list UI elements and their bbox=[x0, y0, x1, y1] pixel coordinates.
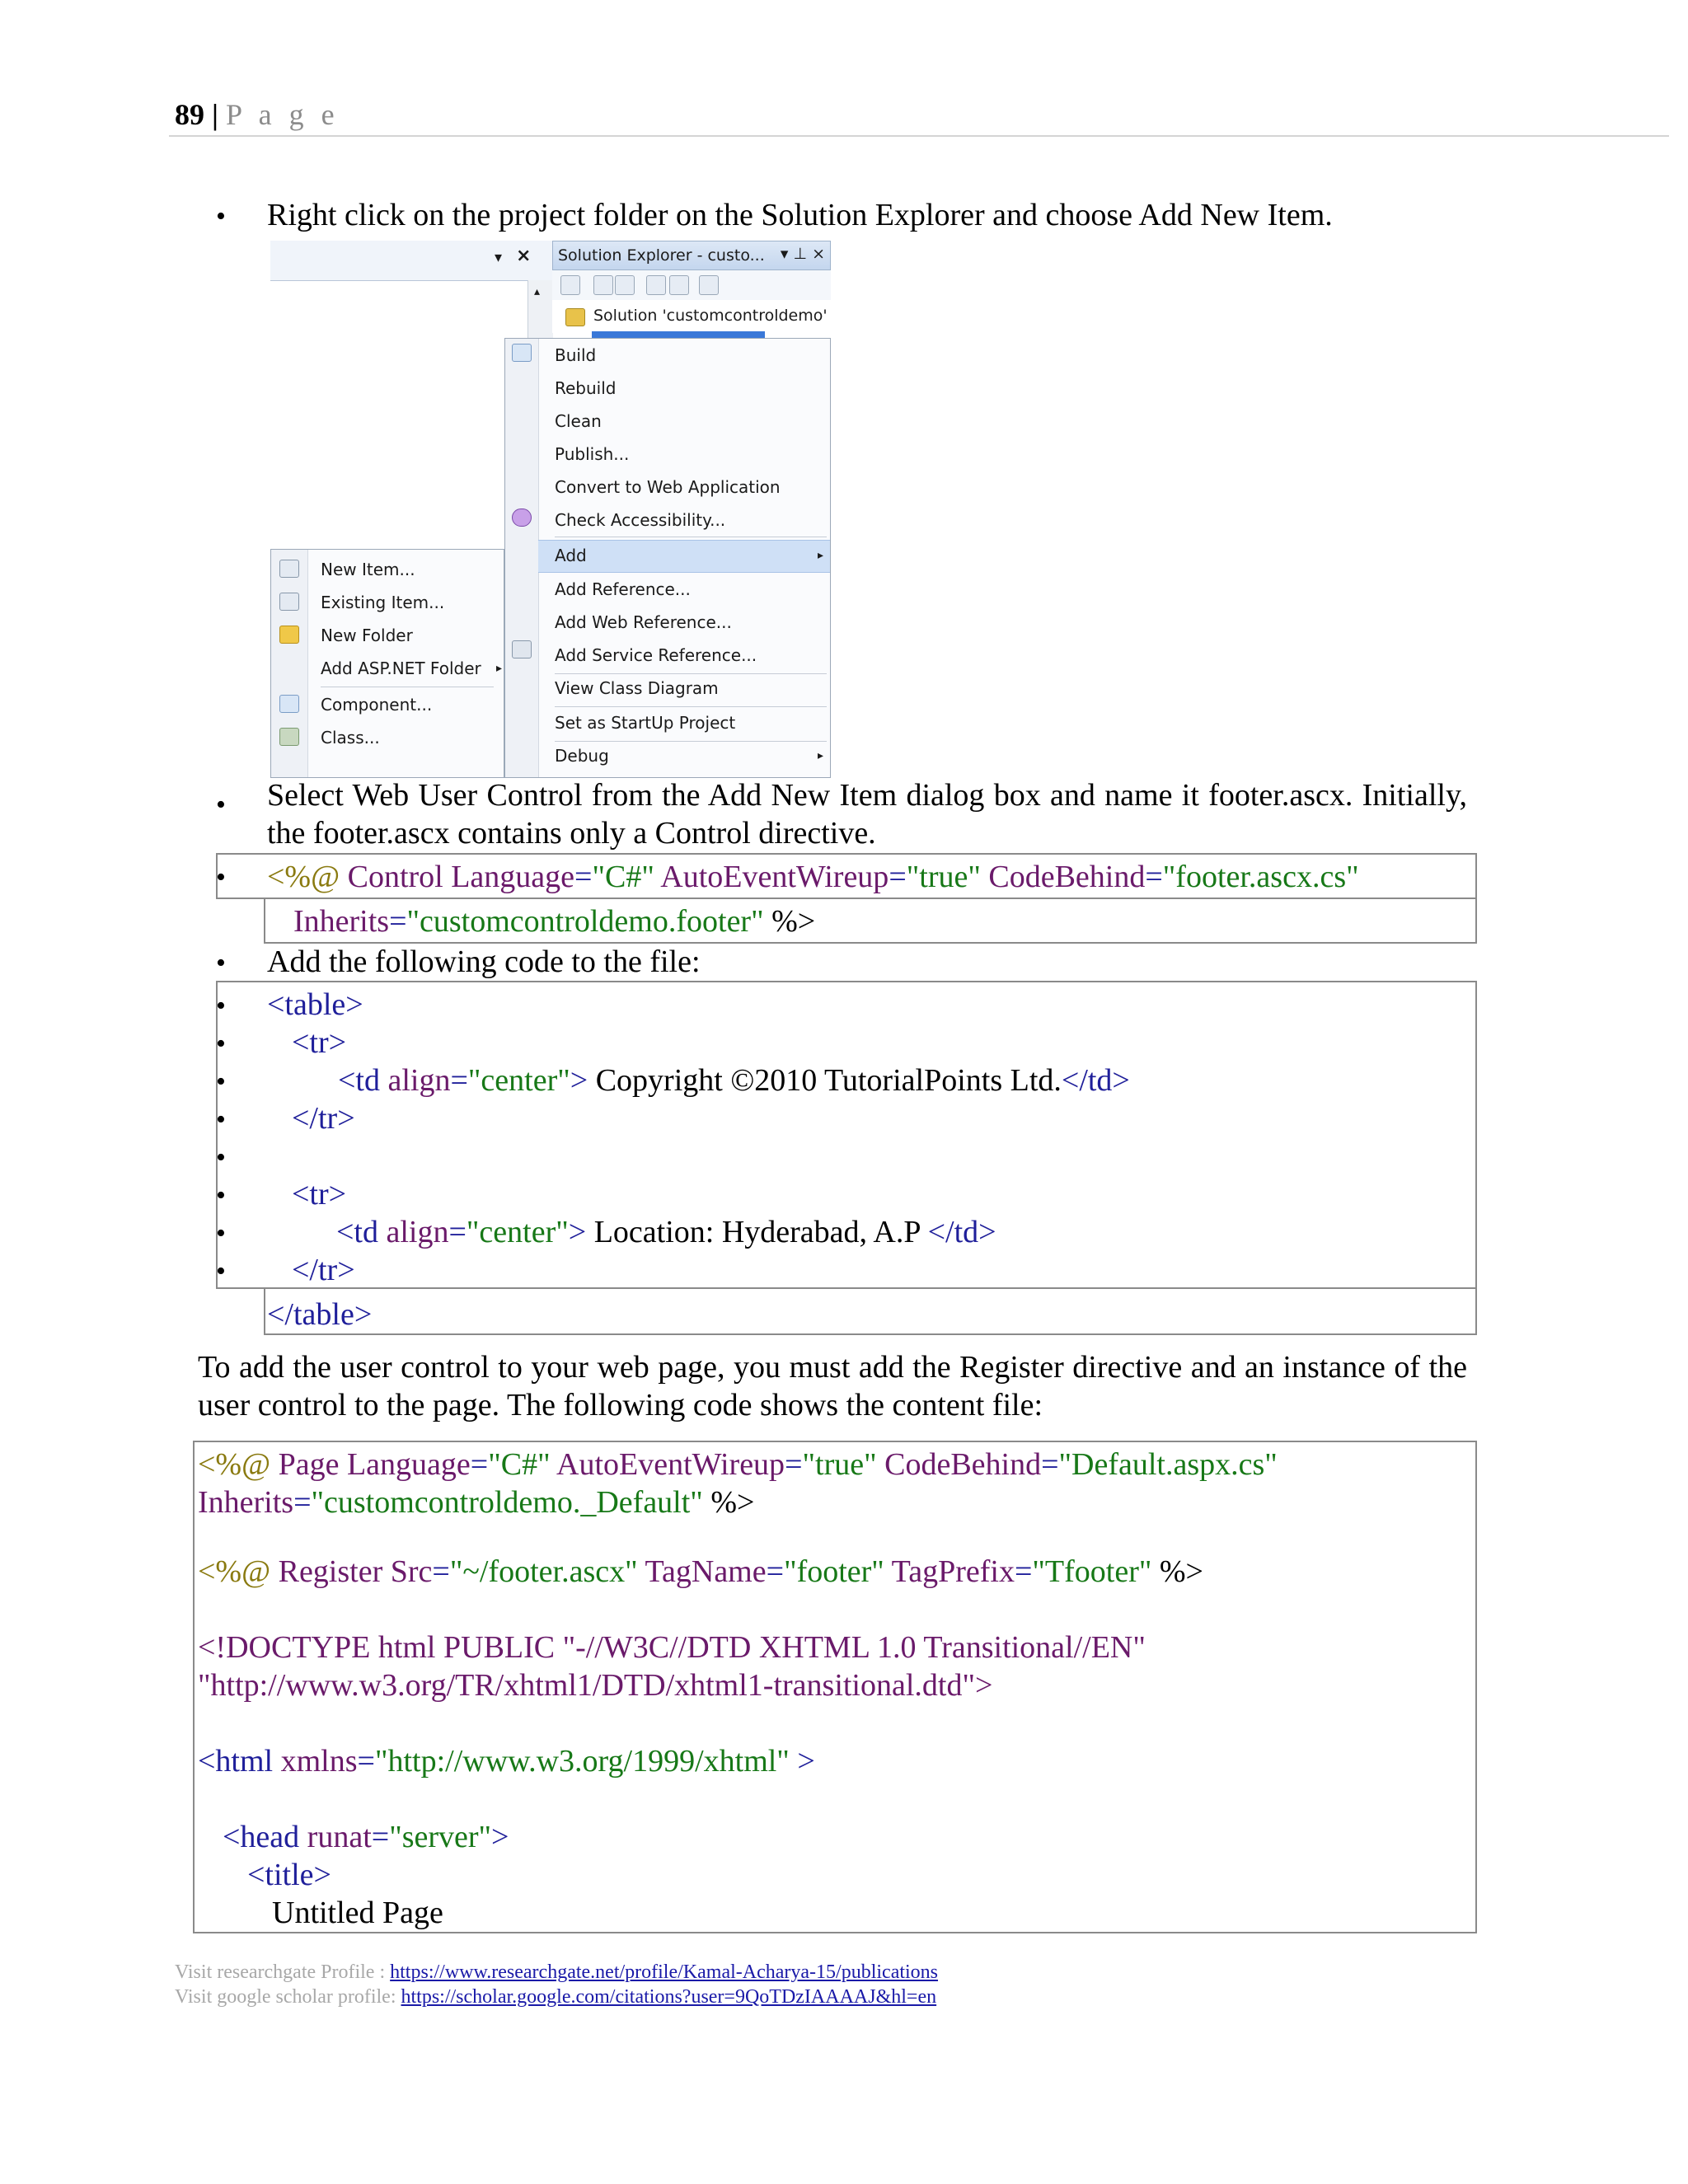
solution-label: Solution 'customcontroldemo' bbox=[593, 307, 828, 325]
menu-item-add-reference[interactable]: Add Reference... bbox=[555, 579, 691, 599]
code-table-open: <table> bbox=[267, 987, 363, 1022]
val-xmlns: "http://www.w3.org/1999/xhtml" bbox=[374, 1744, 790, 1779]
researchgate-label: Visit researchgate Profile : bbox=[175, 1961, 391, 1983]
menu-item-debug[interactable] bbox=[555, 746, 823, 766]
editor-tab-bar bbox=[270, 241, 552, 281]
menu-item-clean[interactable]: Clean bbox=[555, 411, 602, 431]
attr-codebehind: CodeBehind bbox=[884, 1447, 1042, 1482]
val-language: "C#" bbox=[488, 1447, 551, 1482]
content-line2: Inherits="customcontroldemo._Default" %> bbox=[198, 1485, 755, 1520]
val-autoeventwireup: "true" bbox=[802, 1447, 877, 1482]
bullet: • bbox=[216, 991, 226, 1021]
val-inherits: "customcontroldemo._Default" bbox=[311, 1485, 703, 1520]
menu-item-debug-label: Debug bbox=[555, 746, 609, 766]
bullet: • bbox=[216, 1066, 226, 1097]
submenu-arrow-icon: ▸ bbox=[817, 549, 823, 562]
val-src: "~/footer.ascx" bbox=[449, 1554, 638, 1589]
menu-item-add-label: Add bbox=[555, 546, 587, 565]
view-designer-icon bbox=[669, 275, 689, 295]
code-table-close: </table> bbox=[267, 1297, 373, 1332]
new-item-icon bbox=[279, 560, 299, 578]
attr-language: Language bbox=[346, 1447, 471, 1482]
menu-separator bbox=[555, 706, 827, 707]
bullet: • bbox=[216, 1142, 226, 1173]
submenu-arrow-icon: ▸ bbox=[495, 662, 502, 675]
attr-codebehind: CodeBehind bbox=[988, 860, 1146, 894]
val-codebehind: "footer.ascx.cs" bbox=[1162, 860, 1359, 894]
attr-autoeventwireup: AutoEventWireup bbox=[660, 860, 889, 894]
menu-separator bbox=[555, 673, 827, 674]
menu-item-add-service-reference[interactable]: Add Service Reference... bbox=[555, 645, 757, 665]
solution-icon bbox=[565, 308, 585, 326]
td-open: <td bbox=[336, 1215, 378, 1249]
html-open: <html bbox=[198, 1744, 274, 1779]
icon-strip bbox=[505, 339, 539, 777]
menu-item-check-accessibility[interactable]: Check Accessibility... bbox=[555, 510, 726, 530]
menu-item-rebuild[interactable]: Rebuild bbox=[555, 378, 617, 398]
attr-src: Src bbox=[390, 1554, 433, 1589]
submenu-item-new-folder[interactable]: New Folder bbox=[321, 626, 413, 645]
attr-inherits: Inherits bbox=[293, 904, 390, 939]
context-menu-screenshot bbox=[270, 241, 831, 778]
step3-text: Add the following code to the file: bbox=[267, 944, 701, 979]
val-tagname: "footer" bbox=[784, 1554, 884, 1589]
view-code-icon bbox=[646, 275, 666, 295]
project-context-menu bbox=[504, 338, 831, 778]
pin-close-icons: ▾ ⊥ × bbox=[780, 245, 825, 263]
header-rule bbox=[169, 135, 1669, 137]
folder-icon bbox=[279, 626, 299, 644]
val-autoeventwireup: "true" bbox=[906, 860, 981, 894]
submenu-item-aspnet-folder[interactable] bbox=[321, 658, 502, 678]
submenu-item-class[interactable]: Class... bbox=[321, 728, 380, 748]
bullet: • bbox=[216, 1104, 226, 1135]
val-align: "center" bbox=[467, 1063, 570, 1098]
content-line1: <%@ Page Language="C#" AutoEventWireup="true" CodeBehind="Default.aspx.cs" bbox=[198, 1447, 1278, 1482]
submenu-arrow-icon: ▸ bbox=[817, 749, 823, 762]
val-tagprefix: "Tfooter" bbox=[1032, 1554, 1152, 1589]
tag-gt: > bbox=[570, 1063, 588, 1098]
content-register-line: <%@ Register Src="~/footer.ascx" TagName="footer" TagPrefix="Tfooter" %> bbox=[198, 1554, 1203, 1589]
bullet: • bbox=[216, 1029, 226, 1059]
menu-item-add[interactable] bbox=[538, 540, 830, 573]
close-icon: × bbox=[516, 246, 532, 266]
menu-item-add-web-reference[interactable]: Add Web Reference... bbox=[555, 612, 732, 632]
td-close: </td> bbox=[927, 1215, 996, 1249]
code-tr-close: </tr> bbox=[292, 1101, 355, 1136]
submenu-item-existing-item[interactable]: Existing Item... bbox=[321, 593, 445, 612]
menu-item-view-class-diagram[interactable]: View Class Diagram bbox=[555, 678, 719, 698]
submenu-item-aspnet-folder-label: Add ASP.NET Folder bbox=[321, 658, 481, 678]
menu-item-convert[interactable]: Convert to Web Application bbox=[555, 477, 781, 497]
val-codebehind: "Default.aspx.cs" bbox=[1058, 1447, 1278, 1482]
menu-item-build[interactable]: Build bbox=[555, 345, 597, 365]
show-files-icon bbox=[593, 275, 613, 295]
bullet: • bbox=[216, 201, 226, 232]
directive-close: %> bbox=[771, 904, 816, 939]
researchgate-link[interactable]: https://www.researchgate.net/profile/Kamal-Acharya-15/publications bbox=[390, 1961, 939, 1983]
directive-line1: <%@ Control Language="C#" AutoEventWireup="true" CodeBehind="footer.ascx.cs" bbox=[267, 860, 1359, 894]
attr-align: align bbox=[386, 1215, 449, 1249]
copyright-text: Copyright ©2010 TutorialPoints Ltd. bbox=[588, 1063, 1062, 1098]
add-submenu bbox=[270, 549, 504, 778]
directive-line2: Inherits="customcontroldemo.footer" %> bbox=[293, 904, 816, 939]
bullet: • bbox=[216, 790, 226, 820]
td-open: <td bbox=[338, 1063, 380, 1098]
build-icon bbox=[512, 344, 532, 362]
code-td-location: <td align="center"> Location: Hyderabad, A.P </td> bbox=[336, 1215, 996, 1249]
register-paragraph: To add the user control to your web page, you must add the Register directive and an instance of the user control to the page. The following code shows the content file: bbox=[198, 1350, 1467, 1422]
attr-tagprefix: TagPrefix bbox=[891, 1554, 1015, 1589]
val-inherits: "customcontroldemo.footer" bbox=[406, 904, 764, 939]
attr-language: Language bbox=[451, 860, 575, 894]
directive-page: Page bbox=[278, 1447, 340, 1482]
val-align: "center" bbox=[466, 1215, 569, 1249]
td-close: </td> bbox=[1061, 1063, 1130, 1098]
content-title-open: <title> bbox=[247, 1858, 331, 1892]
html-gt: > bbox=[789, 1744, 815, 1779]
directive-close: %> bbox=[1159, 1554, 1203, 1589]
directive-close: %> bbox=[710, 1485, 755, 1520]
code-tr-open: <tr> bbox=[292, 1177, 347, 1212]
bullet: • bbox=[216, 1180, 226, 1211]
header-separator: | bbox=[212, 98, 218, 131]
step2-text: Select Web User Control from the Add New Item dialog box and name it footer.ascx. Initially, the footer.ascx contains only a Control directive. bbox=[267, 778, 1467, 851]
scholar-line bbox=[175, 1986, 936, 2008]
class-diagram-icon bbox=[699, 275, 719, 295]
content-html-line: <html xmlns="http://www.w3.org/1999/xhtml" > bbox=[198, 1744, 815, 1779]
dropdown-arrow-icon: ▾ bbox=[495, 249, 503, 266]
submenu-item-new-item[interactable]: New Item... bbox=[321, 560, 415, 579]
page-word: P a g e bbox=[225, 98, 340, 131]
attr-autoeventwireup: AutoEventWireup bbox=[556, 1447, 785, 1482]
code-tr-close: </tr> bbox=[292, 1253, 355, 1287]
scroll-up-icon: ▴ bbox=[534, 285, 541, 298]
attr-align: align bbox=[387, 1063, 451, 1098]
directive-control: Control bbox=[347, 860, 443, 894]
menu-item-publish[interactable]: Publish... bbox=[555, 444, 630, 464]
step1-text: Right click on the project folder on the Solution Explorer and choose Add New Item. bbox=[267, 198, 1333, 232]
solution-explorer-title-text: Solution Explorer - custo... bbox=[558, 246, 765, 265]
page-number: 89 bbox=[175, 98, 204, 131]
bullet: • bbox=[216, 1218, 226, 1249]
submenu-item-component[interactable]: Component... bbox=[321, 695, 433, 715]
content-doctype-line1: <!DOCTYPE html PUBLIC "-//W3C//DTD XHTML 1.0 Transitional//EN" bbox=[198, 1630, 1146, 1665]
content-title-text: Untitled Page bbox=[272, 1896, 443, 1930]
class-icon bbox=[279, 728, 299, 746]
attr-inherits: Inherits bbox=[198, 1485, 294, 1520]
head-open: <head bbox=[223, 1820, 300, 1854]
content-head-line: <head runat="server"> bbox=[223, 1820, 509, 1854]
val-language: "C#" bbox=[592, 860, 654, 894]
location-text: Location: Hyderabad, A.P bbox=[586, 1215, 928, 1249]
existing-item-icon bbox=[279, 593, 299, 611]
content-doctype-line2: "http://www.w3.org/TR/xhtml1/DTD/xhtml1-transitional.dtd"> bbox=[198, 1668, 993, 1703]
class-diagram-icon bbox=[512, 640, 532, 658]
refresh-icon bbox=[615, 275, 635, 295]
bullet: • bbox=[216, 862, 226, 893]
val-runat: "server" bbox=[389, 1820, 492, 1854]
solution-explorer-title bbox=[552, 241, 831, 270]
bullet: • bbox=[216, 1256, 226, 1286]
solution-node bbox=[552, 300, 831, 333]
code-td-copyright: <td align="center"> Copyright ©2010 TutorialPoints Ltd.</td> bbox=[338, 1063, 1130, 1098]
researchgate-line bbox=[175, 1961, 938, 1984]
tag-gt: > bbox=[568, 1215, 587, 1249]
attr-tagname: TagName bbox=[645, 1554, 767, 1589]
code-tr-open: <tr> bbox=[292, 1025, 347, 1060]
footer-code-box-last bbox=[264, 1287, 1477, 1335]
component-icon bbox=[279, 695, 299, 713]
menu-item-set-startup[interactable]: Set as StartUp Project bbox=[555, 713, 736, 733]
directive-open: <%@ bbox=[198, 1554, 271, 1589]
attr-xmlns: xmlns bbox=[280, 1744, 358, 1779]
page-header bbox=[175, 97, 340, 132]
accessibility-icon bbox=[512, 509, 532, 527]
directive-register: Register bbox=[278, 1554, 383, 1589]
properties-icon bbox=[560, 275, 580, 295]
menu-separator bbox=[555, 741, 827, 742]
directive-open: <%@ bbox=[198, 1447, 271, 1482]
bullet: • bbox=[216, 948, 226, 978]
attr-runat: runat bbox=[307, 1820, 372, 1854]
directive-open: <%@ bbox=[267, 860, 340, 894]
scholar-label: Visit google scholar profile: bbox=[175, 1986, 401, 2008]
scholar-link[interactable]: https://scholar.google.com/citations?user=9QoTDzIAAAAJ&hl=en bbox=[401, 1986, 937, 2008]
